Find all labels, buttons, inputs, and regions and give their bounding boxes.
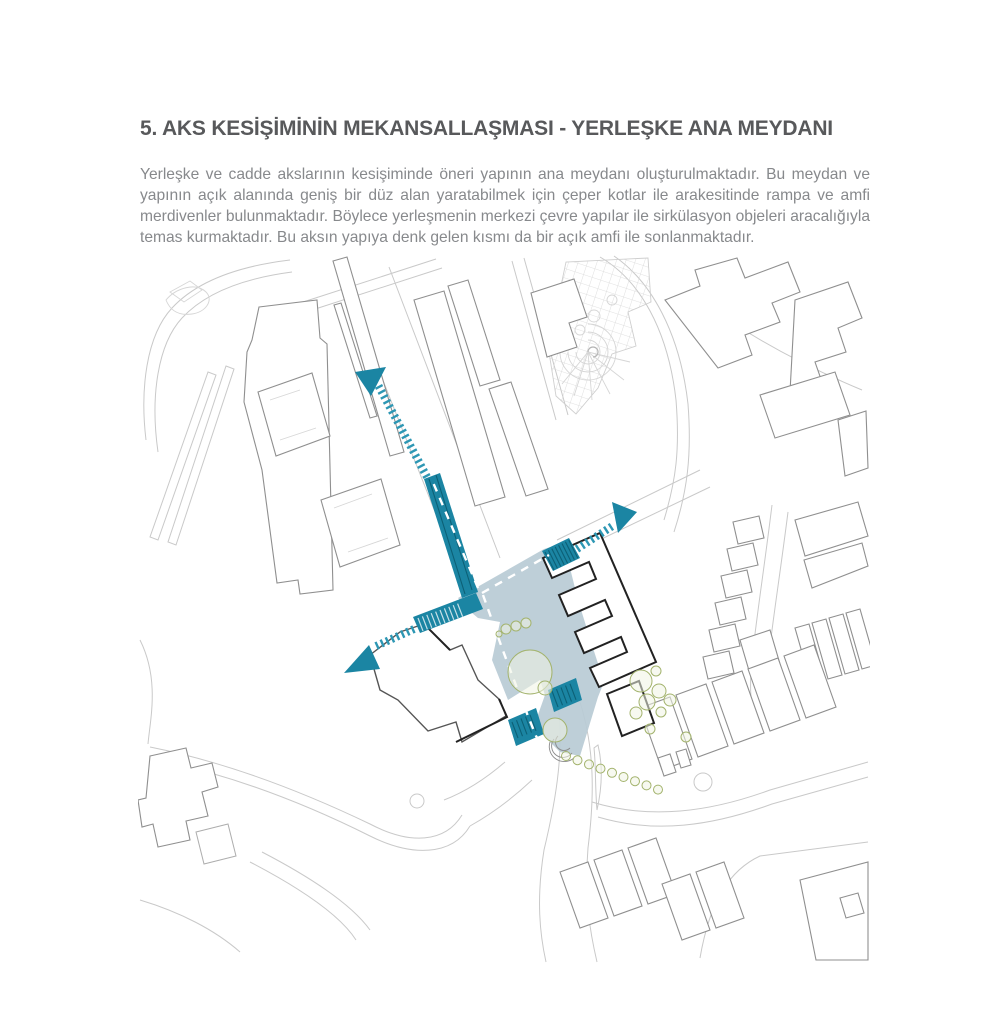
intro-paragraph: Yerleşke ve cadde akslarının kesişiminde öneri yapının ana meydanı oluşturulmaktadır. Bu meydan ve yapının açık alanında geniş bir düz alan yaratabilmek için çeper kotlar ile arakesitinde rampa ve amfi merdivenler bulunmaktadır. Böylece yerleşmenin merkezi çevre yapılar ile sirkülasyon objeleri aracalığıyla temas kurmaktadır. Bu aksın yapıya denk gelen kısmı da bir açık amfi ile sonlanmaktadır. xyxy=(140,165,870,247)
southwest-building xyxy=(370,624,507,742)
page-title: 5. AKS KESİŞİMİNİN MEKANSALLAŞMASI - YERLEŞKE ANA MEYDANI xyxy=(140,117,833,141)
site-plan-figure xyxy=(138,250,870,966)
